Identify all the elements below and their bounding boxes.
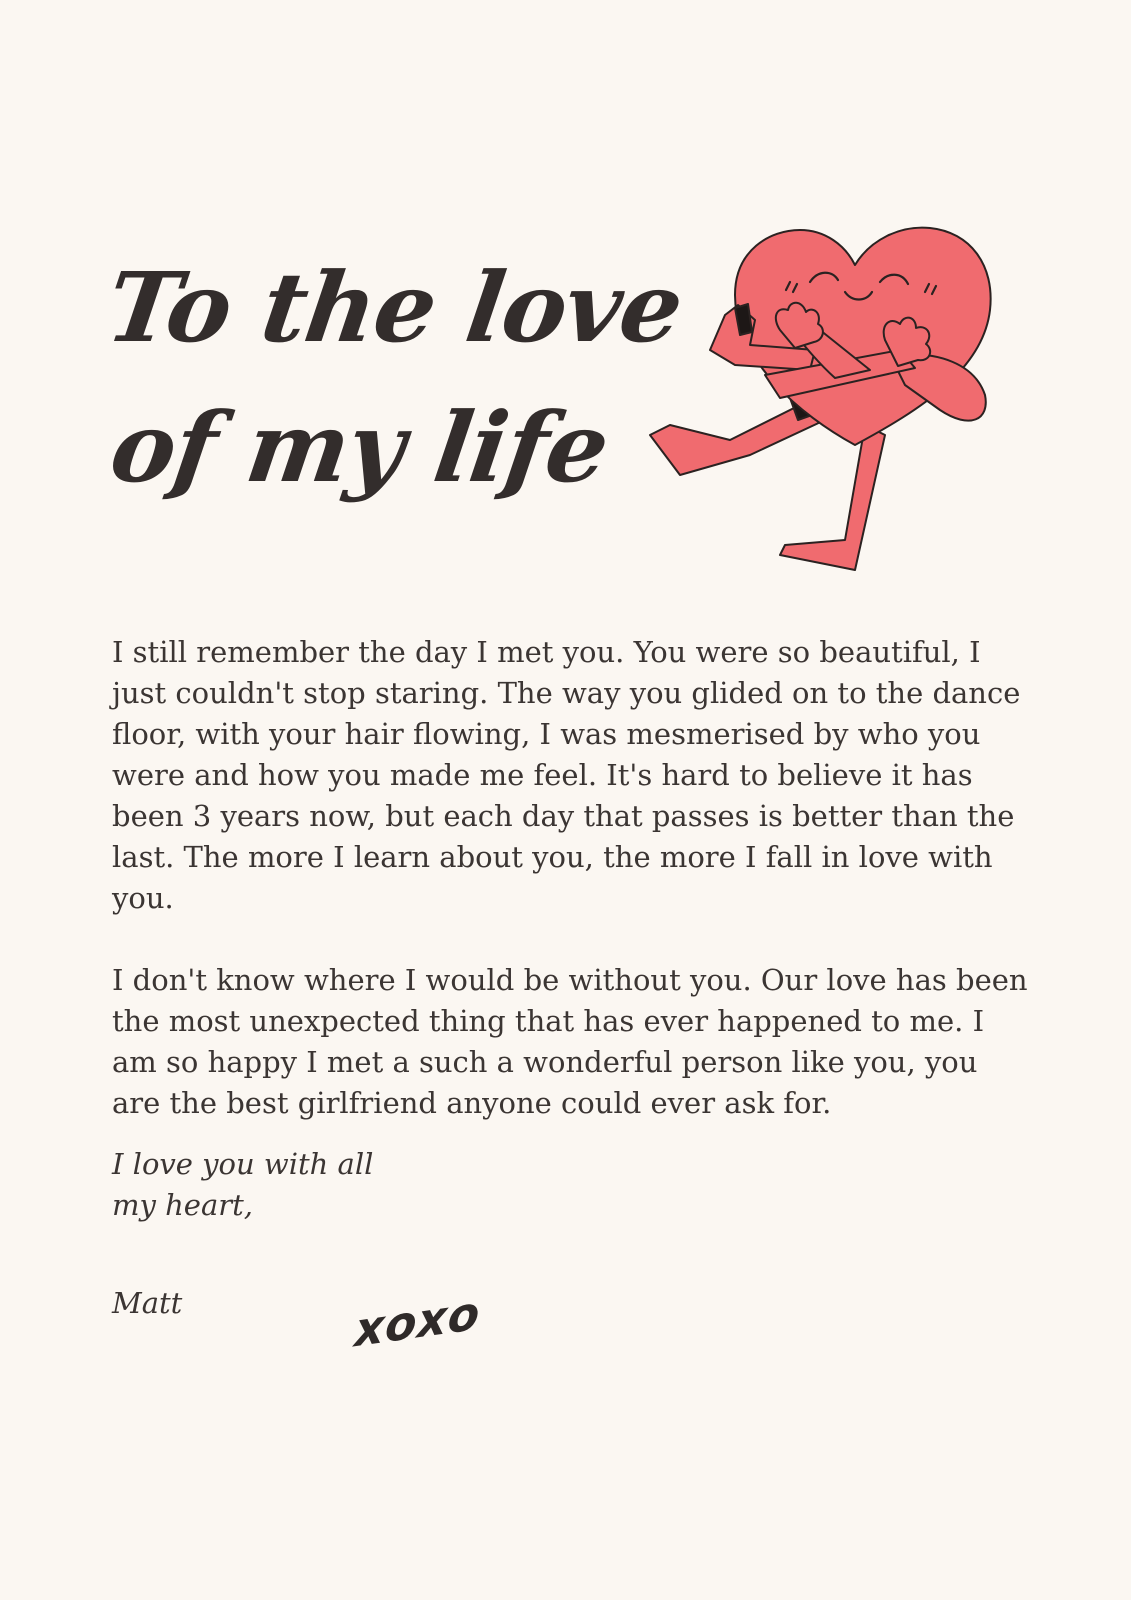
closing-line-1: I love you with all [112,1147,374,1181]
signature-name: Matt [112,1286,183,1320]
body-paragraph-2: I don't know where I would be without you. Our love has been the most unexpected thing that has ever happened to me. I am so happy I met a such a wonderful person like you, you are the best girlfriend anyone could ever ask for. [112,963,1028,1120]
title-line-1: To the love [100,251,689,364]
title-line-2: of my life [104,391,615,504]
closing [112,1144,512,1226]
xoxo-mark: xoxo [353,1284,483,1358]
letter-body [112,632,1032,1165]
hugging-heart-icon [640,220,1020,590]
letter-title [100,220,689,504]
body-paragraph-1: I still remember the day I met you. You were so beautiful, I just couldn't stop staring. The way you glided on to the dance floor, with your hair flowing, I was mesmerised by who you were and how you made me feel. It's hard to believe it has been 3 years now, but each day that passes is better than the last. The more I learn about you, the more I fall in love with you. [112,635,1021,915]
closing-line-2: my heart, [112,1188,253,1222]
